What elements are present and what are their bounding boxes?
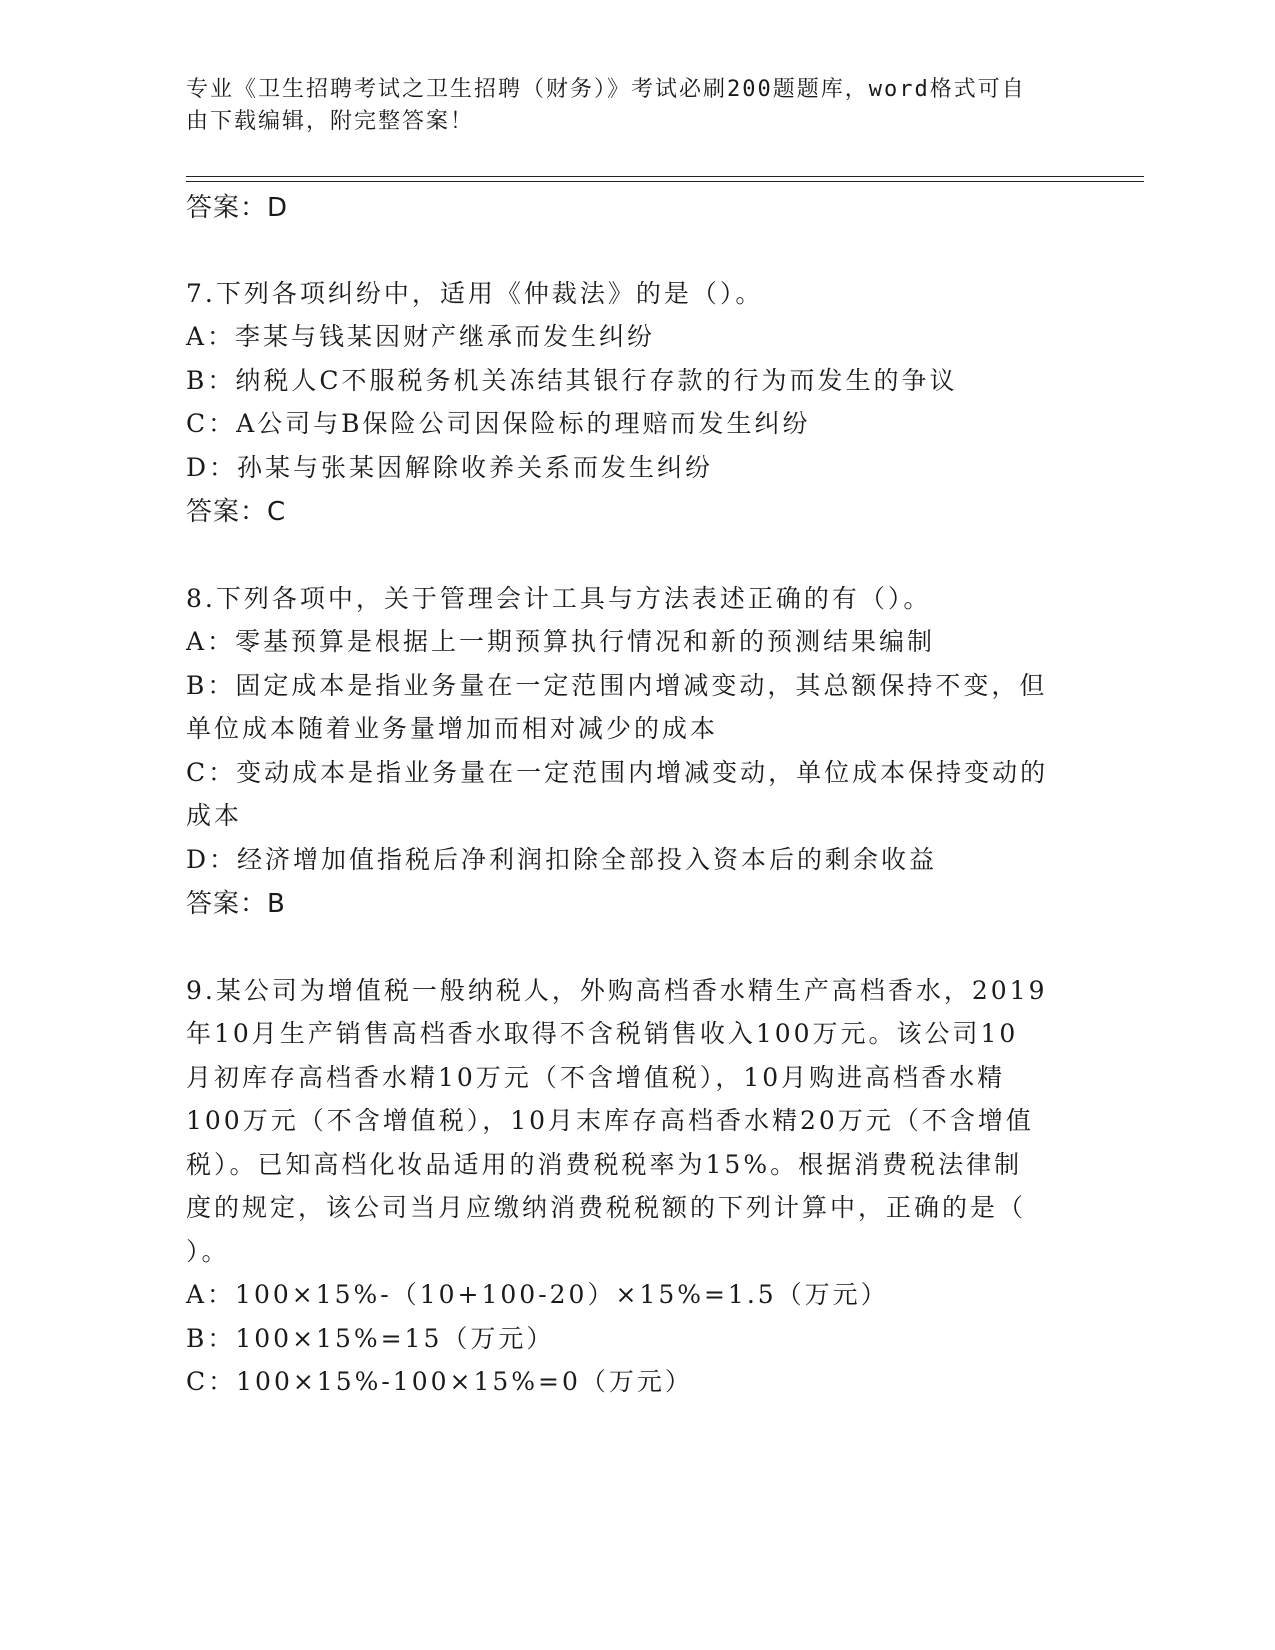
q8-option-b-line2: 单位成本随着业务量增加而相对减少的成本 bbox=[186, 714, 719, 743]
q8-option-c-line2: 成本 bbox=[186, 801, 243, 830]
document-header bbox=[186, 74, 1066, 138]
q7-option-a: A：李某与钱某因财产继承而发生纠纷 bbox=[186, 322, 656, 351]
q9-stem-line2: 年10月生产销售高档香水取得不含税销售收入100万元。该公司10 bbox=[186, 1019, 1019, 1048]
q8-option-c-line1: C：变动成本是指业务量在一定范围内增减变动，单位成本保持变动的 bbox=[186, 758, 1049, 787]
q8-option-b-line1: B：固定成本是指业务量在一定范围内增减变动，其总额保持不变，但 bbox=[186, 671, 1048, 700]
header-line-2: 由下载编辑，附完整答案！ bbox=[186, 109, 475, 134]
q8-answer: 答案：B bbox=[186, 889, 286, 919]
q9-stem-line1: 9.某公司为增值税一般纳税人，外购高档香水精生产高档香水，2019 bbox=[186, 976, 1048, 1005]
header-divider-top bbox=[186, 176, 1144, 177]
q9-stem-line5: 税）。已知高档化妆品适用的消费税税率为15%。根据消费税法律制 bbox=[186, 1150, 1023, 1179]
q9-stem-line6: 度的规定，该公司当月应缴纳消费税税额的下列计算中，正确的是（ bbox=[186, 1193, 1027, 1222]
answer-previous: 答案：D bbox=[186, 193, 289, 223]
q7-stem: 7.下列各项纠纷中，适用《仲裁法》的是（）。 bbox=[186, 279, 764, 308]
q7-option-b: B：纳税人C不服税务机关冻结其银行存款的行为而发生的争议 bbox=[186, 366, 958, 395]
q9-stem-line7: ）。 bbox=[186, 1237, 230, 1266]
q7-option-d: D：孙某与张某因解除收养关系而发生纠纷 bbox=[186, 453, 714, 482]
q7-option-c: C：A公司与B保险公司因保险标的理赔而发生纠纷 bbox=[186, 409, 811, 438]
q8-option-a: A：零基预算是根据上一期预算执行情况和新的预测结果编制 bbox=[186, 627, 936, 656]
q8-option-d: D：经济增加值指税后净利润扣除全部投入资本后的剩余收益 bbox=[186, 845, 938, 874]
q9-stem-line3: 月初库存高档香水精10万元（不含增值税），10月购进高档香水精 bbox=[186, 1063, 1006, 1092]
q9-option-a: A：100×15%-（10+100-20）×15%=1.5（万元） bbox=[186, 1280, 889, 1309]
q9-option-c: C：100×15%-100×15%=0（万元） bbox=[186, 1367, 693, 1396]
q9-option-b: B：100×15%=15（万元） bbox=[186, 1324, 555, 1353]
q8-stem: 8.下列各项中，关于管理会计工具与方法表述正确的有（）。 bbox=[186, 584, 932, 613]
q7-answer: 答案：C bbox=[186, 497, 287, 527]
header-divider-bottom bbox=[186, 181, 1144, 182]
header-line-1: 专业《卫生招聘考试之卫生招聘（财务）》考试必刷200题题库，word格式可自 bbox=[186, 77, 1026, 102]
q9-stem-line4: 100万元（不含增值税），10月末库存高档香水精20万元（不含增值 bbox=[186, 1106, 1034, 1135]
